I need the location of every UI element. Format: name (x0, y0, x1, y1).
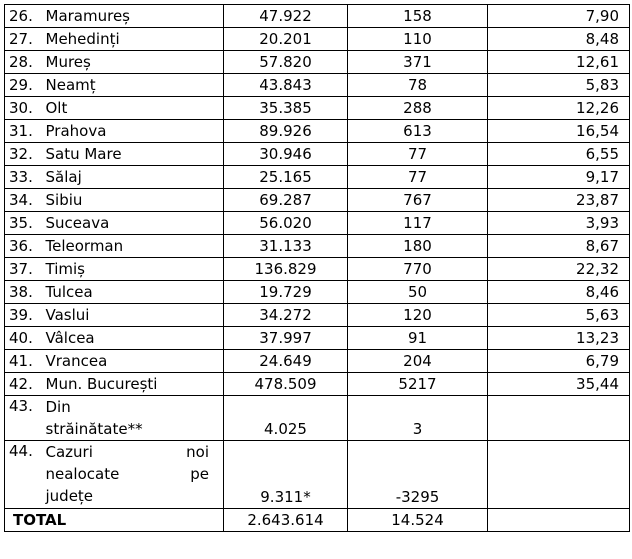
value-col2: 91 (348, 327, 488, 350)
value-col1: 37.997 (224, 327, 348, 350)
value-col3: 9,17 (488, 166, 630, 189)
county-name: Mureș (45, 51, 224, 74)
value-col2: 613 (348, 120, 488, 143)
value-col2: 77 (348, 166, 488, 189)
row-number: 44. (5, 441, 45, 509)
table-row (5, 143, 630, 166)
table-row (5, 235, 630, 258)
table-row (5, 166, 630, 189)
value-col3: 8,48 (488, 28, 630, 51)
value-col1: 69.287 (224, 189, 348, 212)
table-row (5, 212, 630, 235)
value-col2: 3 (348, 396, 488, 441)
value-col1: 478.509 (224, 373, 348, 396)
value-col2: -3295 (348, 441, 488, 509)
county-name: Tulcea (45, 281, 224, 304)
value-col1: 89.926 (224, 120, 348, 143)
value-col2: 371 (348, 51, 488, 74)
table-row-unallocated (5, 441, 630, 509)
table-row (5, 120, 630, 143)
value-col1: 136.829 (224, 258, 348, 281)
table-row (5, 28, 630, 51)
value-col3: 13,23 (488, 327, 630, 350)
table-row (5, 281, 630, 304)
row-number: 37. (5, 258, 45, 281)
row-number: 41. (5, 350, 45, 373)
value-col3: 8,46 (488, 281, 630, 304)
county-name: Timiș (45, 258, 224, 281)
value-col1: 34.272 (224, 304, 348, 327)
row-number: 30. (5, 97, 45, 120)
value-col3: 5,83 (488, 74, 630, 97)
value-col2: 770 (348, 258, 488, 281)
row-number: 32. (5, 143, 45, 166)
county-name: Mun. București (45, 373, 224, 396)
value-col2: 77 (348, 143, 488, 166)
county-name: Olt (45, 97, 224, 120)
table-row (5, 97, 630, 120)
table-row (5, 189, 630, 212)
value-col3: 16,54 (488, 120, 630, 143)
value-col3: 12,26 (488, 97, 630, 120)
total-label: TOTAL (5, 509, 224, 532)
table-row (5, 51, 630, 74)
value-col3 (488, 441, 630, 509)
county-name: Vaslui (45, 304, 224, 327)
table-row (5, 304, 630, 327)
county-name: Maramureș (45, 5, 224, 28)
row-number: 35. (5, 212, 45, 235)
value-col2: 180 (348, 235, 488, 258)
value-col1: 30.946 (224, 143, 348, 166)
value-col3: 8,67 (488, 235, 630, 258)
county-name: Prahova (45, 120, 224, 143)
value-col3: 6,79 (488, 350, 630, 373)
county-name: Satu Mare (45, 143, 224, 166)
table-row (5, 373, 630, 396)
row-number: 27. (5, 28, 45, 51)
county-name: Teleorman (45, 235, 224, 258)
value-col1: 25.165 (224, 166, 348, 189)
value-col2: 120 (348, 304, 488, 327)
value-col3: 7,90 (488, 5, 630, 28)
value-col1: 35.385 (224, 97, 348, 120)
total-col3 (488, 509, 630, 532)
row-number: 26. (5, 5, 45, 28)
abroad-line2: străinătate** (45, 420, 143, 438)
value-col2: 50 (348, 281, 488, 304)
value-col3: 3,93 (488, 212, 630, 235)
table-row (5, 350, 630, 373)
county-name: Sibiu (45, 189, 224, 212)
table-row (5, 74, 630, 97)
table-body (5, 5, 630, 532)
word: noi (186, 443, 209, 461)
word: nealocate (45, 465, 120, 483)
value-col3: 12,61 (488, 51, 630, 74)
row-number: 39. (5, 304, 45, 327)
value-col3 (488, 396, 630, 441)
county-name: Sălaj (45, 166, 224, 189)
row-number: 42. (5, 373, 45, 396)
value-col2: 204 (348, 350, 488, 373)
value-col3: 35,44 (488, 373, 630, 396)
table-row (5, 258, 630, 281)
value-col1: 57.820 (224, 51, 348, 74)
row-number: 36. (5, 235, 45, 258)
table-row-abroad (5, 396, 630, 441)
value-col2: 78 (348, 74, 488, 97)
value-col2: 5217 (348, 373, 488, 396)
row-number: 28. (5, 51, 45, 74)
row-number: 43. (5, 396, 45, 441)
value-col2: 158 (348, 5, 488, 28)
county-name: Mehedinți (45, 28, 224, 51)
total-col2: 14.524 (348, 509, 488, 532)
table-row-total (5, 509, 630, 532)
value-col1: 43.843 (224, 74, 348, 97)
value-col1: 47.922 (224, 5, 348, 28)
row-number: 29. (5, 74, 45, 97)
county-cases-table (4, 4, 630, 532)
word: Cazuri (45, 443, 93, 461)
value-col1: 9.311* (224, 441, 348, 509)
table-row (5, 5, 630, 28)
row-number: 34. (5, 189, 45, 212)
unallocated-line2 (46, 463, 210, 485)
row-number: 40. (5, 327, 45, 350)
value-col2: 117 (348, 212, 488, 235)
value-col1: 20.201 (224, 28, 348, 51)
county-name: Suceava (45, 212, 224, 235)
abroad-line1: Din (45, 398, 71, 416)
unallocated-line3: județe (45, 487, 94, 505)
county-name: Vâlcea (45, 327, 224, 350)
county-name (45, 441, 224, 509)
value-col1: 31.133 (224, 235, 348, 258)
county-name: Vrancea (45, 350, 224, 373)
value-col3: 5,63 (488, 304, 630, 327)
value-col1: 4.025 (224, 396, 348, 441)
value-col2: 767 (348, 189, 488, 212)
county-name (45, 396, 224, 441)
value-col2: 110 (348, 28, 488, 51)
value-col3: 22,32 (488, 258, 630, 281)
unallocated-line1 (46, 441, 210, 463)
value-col1: 56.020 (224, 212, 348, 235)
value-col1: 19.729 (224, 281, 348, 304)
row-number: 38. (5, 281, 45, 304)
table-row (5, 327, 630, 350)
value-col3: 6,55 (488, 143, 630, 166)
county-name: Neamț (45, 74, 224, 97)
row-number: 31. (5, 120, 45, 143)
row-number: 33. (5, 166, 45, 189)
value-col3: 23,87 (488, 189, 630, 212)
word: pe (190, 465, 209, 483)
value-col2: 288 (348, 97, 488, 120)
total-col1: 2.643.614 (224, 509, 348, 532)
value-col1: 24.649 (224, 350, 348, 373)
